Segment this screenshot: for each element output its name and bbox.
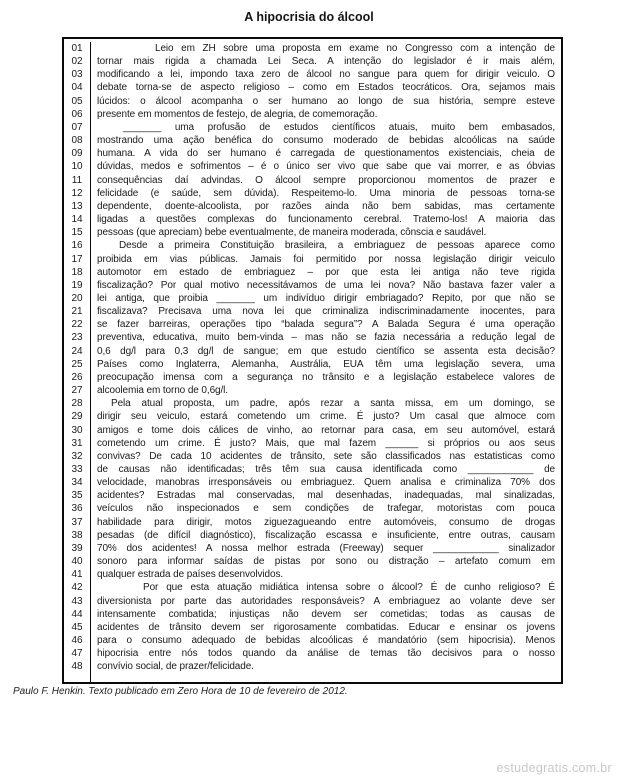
text-line-row (64, 581, 561, 594)
source-note: Paulo F. Henkin. Texto publicado em Zero Hora de 10 de fevereiro de 2012. (13, 686, 348, 697)
text-line-row (64, 160, 561, 173)
line-number: 14 (64, 213, 91, 226)
line-text: preventiva, educativa, muito bem-vinda – mas não se fazia necessária a redução legal de (97, 332, 555, 344)
table-filler-row (64, 674, 561, 683)
filler-number-cell (64, 674, 91, 683)
text-line-row (64, 463, 561, 476)
text-line-row (64, 95, 561, 108)
paragraph-indent (97, 589, 143, 590)
line-text: lúcidos: o álcool acompanha o ser humano ao longo de sua história, sempre esteve (97, 95, 555, 107)
watermark: estudegratis.com.br (496, 761, 612, 775)
paragraph-indent (97, 405, 111, 406)
text-lines-container (64, 39, 561, 674)
line-text: diversionista por parte das autoridades responsáveis? A embriaguez ao volante deve ser (97, 595, 555, 607)
line-text: tornar mais rigida a chamada Lei Seca. A intenção do legislador é ir mais além, (97, 56, 555, 68)
line-number: 41 (64, 568, 91, 581)
text-line-row (64, 226, 561, 239)
line-text: amigos e tome dois cálices de vinho, ao retornar para casa, em seu automóvel, estará (97, 424, 555, 436)
line-text: dúvidas, medos e sofrimentos – é o único ser vivo que sabe que vai morrer, e as óbvias (97, 161, 555, 173)
line-text: fiscalizava? Precisava uma nova lei que criminaliza indiscriminadamente inocentes, para (97, 306, 555, 318)
line-number: 25 (64, 358, 91, 371)
line-number: 28 (64, 397, 91, 410)
text-line-row (64, 213, 561, 226)
paragraph-indent (97, 50, 155, 51)
line-number: 24 (64, 345, 91, 358)
line-text: pesadas (de difícil diagnóstico), fiscalização escassa e insuficiente, entre outras, causam (97, 529, 555, 541)
line-text: Desde a primeira Constituição brasileira, a embriaguez de pessoas aparece como (91, 239, 561, 252)
line-number: 31 (64, 437, 91, 450)
line-text: proibida em vias públicas. Jamais foi permitido por nossa legislação dirigir veiculo (97, 253, 555, 265)
line-number: 18 (64, 266, 91, 279)
text-line-row (64, 68, 561, 81)
text-line-row (64, 279, 561, 292)
line-text: lei antiga, que proibia _______ um indivíduo dirigir embriagado? Repito, por que não se (97, 292, 555, 304)
text-line-row (64, 200, 561, 213)
line-number: 10 (64, 160, 91, 173)
line-number: 46 (64, 634, 91, 647)
document-table (62, 37, 563, 684)
line-number: 23 (64, 331, 91, 344)
line-number: 27 (64, 384, 91, 397)
line-text: para o consumo adequado de bebidas alcoólicas é mandatório (sem hipocrisia). Menos (97, 635, 555, 647)
line-number: 40 (64, 555, 91, 568)
text-line-row (64, 555, 561, 568)
line-number: 22 (64, 318, 91, 331)
filler-text-cell (91, 674, 561, 683)
line-text: pessoas (que apreciam) bebe eventualmente, de maneira moderada, cônscia e saudável. (97, 227, 487, 239)
text-line-row (64, 108, 561, 121)
line-number: 29 (64, 410, 91, 423)
text-line-row (64, 331, 561, 344)
line-number: 03 (64, 68, 91, 81)
line-number: 45 (64, 621, 91, 634)
line-number: 36 (64, 502, 91, 515)
line-text: ligadas a questões complexas do funcionamento cerebral. Tratemo-los! A maioria das (97, 214, 555, 226)
text-line-row (64, 55, 561, 68)
line-number: 32 (64, 450, 91, 463)
line-text: habilidade para dirigir, motos ziguezagueando entre automóveis, consumo de drogas (97, 516, 555, 528)
text-line-row (64, 292, 561, 305)
line-text: intensamente combatida; injustiças não devem ser cometidas; todas as causas de (97, 608, 555, 620)
text-line-row (64, 608, 561, 621)
line-text: de causas não identificadas; três têm sua causa identificada como ____________ de (97, 464, 555, 475)
text-line-row (64, 450, 561, 463)
line-number: 11 (64, 174, 91, 187)
line-text: qualquer estrada de países desenvolvidos. (97, 569, 284, 581)
paragraph-indent (97, 247, 119, 248)
line-number: 43 (64, 595, 91, 608)
text-line-row (64, 81, 561, 94)
line-text: consequências daí advindas. O álcool sempre proporcionou momentos de prazer e (97, 174, 555, 186)
text-line-row (64, 371, 561, 384)
line-number: 07 (64, 121, 91, 134)
line-number: 48 (64, 660, 91, 673)
text-line-row (64, 542, 561, 555)
line-text: felicidade (e saúde, sem dúvida). Respeitemo-lo. Uma minoria de pessoas torna-se (97, 187, 555, 199)
line-number: 44 (64, 608, 91, 621)
line-number: 04 (64, 81, 91, 94)
text-line-row (64, 305, 561, 318)
text-line-row (64, 266, 561, 279)
line-number: 02 (64, 55, 91, 68)
line-text: alcoolemia em torno de 0,6g/l. (97, 385, 228, 397)
line-number: 38 (64, 529, 91, 542)
text-line-row (64, 660, 561, 673)
line-number: 12 (64, 187, 91, 200)
line-number: 21 (64, 305, 91, 318)
line-number: 33 (64, 463, 91, 476)
line-number: 35 (64, 489, 91, 502)
text-line-row (64, 476, 561, 489)
line-text: presente em momentos de festejo, de alegria, de comemoração. (97, 108, 378, 120)
text-line-row (64, 568, 561, 581)
line-text: Por que esta atuação midiática intensa sobre o álcool? É de cunho religioso? É (91, 581, 561, 594)
line-text: se fazer barreiras, operações tipo “balada segura”? A Balada Segura é uma operação (97, 319, 555, 331)
page-title: A hipocrisia do álcool (244, 10, 374, 24)
line-number: 20 (64, 292, 91, 305)
text-line-row (64, 42, 561, 55)
line-number: 19 (64, 279, 91, 292)
text-line-row (64, 239, 561, 252)
line-text: 70% dos acidentes! A nossa melhor estrada (Freeway) sequer ____________ sinalizador (97, 542, 555, 554)
line-text: Países como Inglaterra, Alemanha, Austrália, EUA têm uma legislação severa, uma (97, 358, 555, 370)
line-text: sonoro para informar saídas de pistas por sono ou distração – artefato comum em (97, 556, 555, 568)
text-line-row (64, 187, 561, 200)
text-line-row (64, 647, 561, 660)
line-text: convivas? De cada 10 acidentes de trânsito, sete são classificados nas estatisticas como (97, 450, 555, 462)
line-text: acidentes de trânsito devem ser rigorosamente combatidas. Educar e ensinar os jovens (97, 621, 555, 633)
text-line-row (64, 134, 561, 147)
text-line-row (64, 345, 561, 358)
line-text: acidentes? Estradas mal conservadas, mal desenhadas, inadequadas, mal sinalizadas, (97, 490, 555, 502)
line-number: 09 (64, 147, 91, 160)
line-text: cometendo um crime. É justo? Mais, que mal fazem ______ si próprios ou aos seus (97, 437, 555, 449)
text-line-row (64, 595, 561, 608)
text-line-row (64, 634, 561, 647)
line-number: 06 (64, 108, 91, 121)
text-line-row (64, 318, 561, 331)
line-text: mostrando uma ação benéfica do consumo moderado de bebidas alcoólicas na saúde (97, 135, 555, 147)
line-number: 26 (64, 371, 91, 384)
line-number: 16 (64, 239, 91, 252)
line-text: dirigir seu veiculo, estará cometendo um crime. É justo? Um casal que almoce com (97, 411, 555, 423)
text-line-row (64, 529, 561, 542)
line-text: _______ uma profusão de estudos científicos atuais, muito bem embasados, (91, 121, 561, 134)
line-number: 30 (64, 424, 91, 437)
text-line-row (64, 424, 561, 437)
line-text: hipocrisia entre nós todos quando da análise de temas tão decisivos para o nosso (97, 648, 555, 660)
line-text: humana. A vida do ser humano é carregada de questionamentos existenciais, cheia de (97, 148, 555, 160)
line-text: veículos não inspecionados e sem condições de trafegar, motoristas com pouca (97, 503, 555, 515)
line-text: automotor em estado de embriaguez – por que esta lei antiga não teve rigida (97, 266, 555, 278)
line-text: velocidade, manobras irresponsáveis ou embriaguez. Quem analisa e criminaliza 70% dos (97, 477, 555, 489)
line-text: modificando a lei, impondo taxa zero de álcool no sangue para quem for dirigir veiculo. O (97, 69, 555, 81)
line-number: 47 (64, 647, 91, 660)
text-line-row (64, 358, 561, 371)
text-line-row (64, 621, 561, 634)
line-text: debate torna-se de aspecto religioso – como em Estados teocráticos. Ora, sejamos mais (97, 82, 555, 94)
line-number: 05 (64, 95, 91, 108)
text-line-row (64, 384, 561, 397)
text-line-row (64, 174, 561, 187)
line-number: 08 (64, 134, 91, 147)
line-text: preocupação imensa com a segurança no trânsito e a legislação estabelece valores de (97, 371, 555, 383)
line-number: 37 (64, 516, 91, 529)
line-number: 42 (64, 581, 91, 594)
text-line-row (64, 253, 561, 266)
text-line-row (64, 397, 561, 410)
line-number: 39 (64, 542, 91, 555)
text-line-row (64, 502, 561, 515)
line-text: 0,6 dg/l para 0,3 dg/l de sangue; em que estudo científico se assenta esta decisão? (97, 345, 555, 357)
text-line-row (64, 121, 561, 134)
line-text: convívio social, de prazer/felicidade. (97, 661, 254, 673)
text-line-row (64, 410, 561, 423)
line-text: Pela atual proposta, um padre, após rezar a santa missa, em um domingo, se (91, 397, 561, 410)
line-text: dependente, doente-alcoolista, por razões ainda não bem sabidas, mas certamente (97, 200, 555, 212)
text-line-row (64, 516, 561, 529)
line-text: fiscalização? Por qual motivo necessitávamos de uma lei nova? Não bastava fazer valer a (97, 279, 555, 291)
line-number: 34 (64, 476, 91, 489)
line-number: 01 (64, 42, 91, 55)
line-number: 15 (64, 226, 91, 239)
paragraph-indent (97, 129, 123, 130)
text-line-row (64, 489, 561, 502)
text-line-row (64, 147, 561, 160)
text-line-row (64, 437, 561, 450)
line-number: 17 (64, 253, 91, 266)
line-text: Leio em ZH sobre uma proposta em exame no Congresso com a intenção de (91, 42, 561, 55)
line-number: 13 (64, 200, 91, 213)
